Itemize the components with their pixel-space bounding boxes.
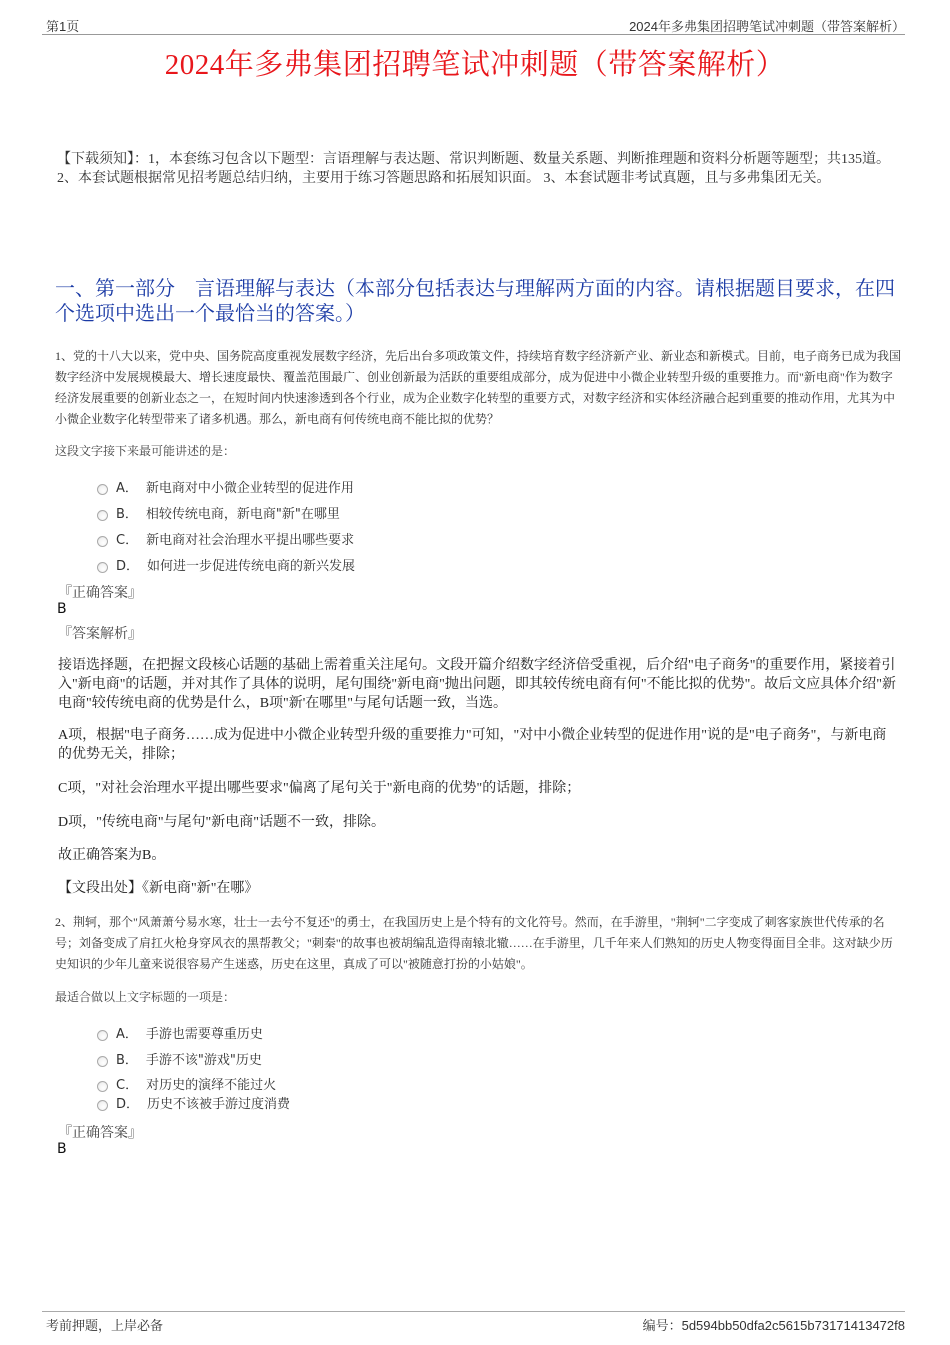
question-1-text: 1、党的十八大以来，党中央、国务院高度重视发展数字经济，先后出台多项政策文件，持续培育数字经济新产业、新业态和新模式。目前，电子商务已成为我国数字经济中发展规模最大、增长速度最快、覆盖范围最广、创业创新最为活跃的重要组成部分，成为促进中小微企业转型升级的重要推力。而"新电商"作为数字经济发展重要的创新业态之一，在短时间内快速渗透到各个行业，成为企业数字化转型的重要方式，对数字经济和实体经济融合起到重要的推动作用，尤其为中小微企业数字化转型带来了诸多机遇。那么，新电商有何传统电商不能比拟的优势？ xyxy=(55,349,902,426)
correct-answer-label: 『正确答案』 xyxy=(58,1125,142,1141)
passage-source: 【文段出处】《新电商"新"在哪》 xyxy=(58,881,259,896)
correct-answer-value: B xyxy=(57,601,67,617)
analysis-conclusion: 故正确答案为B。 xyxy=(58,848,166,863)
analysis-option-d: D项，"传统电商"与尾句"新电商"话题不一致，排除。 xyxy=(58,815,385,830)
radio-button-icon[interactable] xyxy=(97,1081,108,1092)
option-a[interactable]: A． 新电商对中小微企业转型的促进作用 xyxy=(97,477,354,496)
radio-button-icon[interactable] xyxy=(97,536,108,547)
option-b[interactable]: B． 手游不该"游戏"历史 xyxy=(97,1049,262,1068)
radio-button-icon[interactable] xyxy=(97,1056,108,1067)
analysis-option-a: A项，根据"电子商务……成为促进中小微企业转型升级的重要推力"可知，"对中小微企业转型的促进作用"说的是"电子商务"，与新电商的优势无关，排除； xyxy=(58,728,887,762)
radio-button-icon[interactable] xyxy=(97,1030,108,1041)
option-c[interactable]: C． 新电商对社会治理水平提出哪些要求 xyxy=(97,529,354,548)
question-1-prompt: 这段文字接下来最可能讲述的是： xyxy=(55,444,236,458)
analysis-paragraph: 接语选择题，在把握文段核心话题的基础上需着重关注尾句。文段开篇介绍数字经济倍受重视，后介绍"电子商务"的重要作用，紧接着引入"新电商"的话题，并对其作了具体的说明，尾句围绕"新电商"抛出问题，即其较传统电商有何"不能比拟的优势"。故后文应具体介绍"新电商"较传统电商的优势是什么，B项"新'在哪里"与尾句话题一致，当选。 xyxy=(58,658,897,711)
footer-slogan: 考前押题，上岸必备 xyxy=(46,1318,164,1333)
radio-button-icon[interactable] xyxy=(97,510,108,521)
page-footer xyxy=(42,1311,905,1332)
correct-answer-value: B xyxy=(57,1141,67,1157)
option-b[interactable]: B． 相较传统电商，新电商"新"在哪里 xyxy=(97,503,340,522)
page-number: 第1页 xyxy=(46,19,80,34)
section-title: 一、第一部分 言语理解与表达（本部分包括表达与理解两方面的内容。请根据题目要求，在四个选项中选出一个最恰当的答案。） xyxy=(55,278,895,325)
question-2-text: 2、荆轲，那个"风萧萧兮易水寒，壮士一去兮不复还"的勇士，在我国历史上是个特有的文化符号。然而，在手游里，"荆轲"二字变成了刺客家族世代传承的名号；刘备变成了肩扛火枪身穿风衣的黑帮教父；"刺秦"的故事也被胡编乱造得南辕北辙……在手游里，几千年来人们熟知的历史人物变得面目全非。这对缺少历史知识的少年儿童来说很容易产生迷惑，历史在这里，真成了可以"被随意打扮的小姑娘"。 xyxy=(55,915,893,971)
radio-button-icon[interactable] xyxy=(97,1100,108,1111)
radio-button-icon[interactable] xyxy=(97,562,108,573)
question-2-prompt: 最适合做以上文字标题的一项是： xyxy=(55,990,236,1004)
option-d[interactable]: D． 如何进一步促进传统电商的新兴发展 xyxy=(97,555,355,574)
download-notice: 【下载须知】：1，本套练习包含以下题型：言语理解与表达题、常识判断题、数量关系题、判断推理题和资料分析题等题型；共135道。 2、本套试题根据常见招考题总结归纳，主要用于练习答题思路和拓展知识面。 3、本套试题非考试真题，且与多弗集团无关。 xyxy=(57,152,890,186)
document-title: 2024年多弗集团招聘笔试冲刺题（带答案解析） xyxy=(164,49,786,81)
page-header xyxy=(42,14,905,35)
option-c[interactable]: C． 对历史的演绎不能过火 xyxy=(97,1074,276,1093)
header-doc-title: 2024年多弗集团招聘笔试冲刺题（带答案解析） xyxy=(629,19,905,34)
analysis-option-c: C项，"对社会治理水平提出哪些要求"偏离了尾句关于"新电商的优势"的话题，排除； xyxy=(58,781,581,796)
analysis-label: 『答案解析』 xyxy=(58,626,142,642)
option-d[interactable]: D． 历史不该被手游过度消费 xyxy=(97,1093,290,1112)
radio-button-icon[interactable] xyxy=(97,484,108,495)
option-a[interactable]: A． 手游也需要尊重历史 xyxy=(97,1023,263,1042)
footer-serial-number: 编号：5d594bb50dfa2c5615b73171413472f8 xyxy=(642,1318,905,1333)
correct-answer-label: 『正确答案』 xyxy=(58,585,142,601)
